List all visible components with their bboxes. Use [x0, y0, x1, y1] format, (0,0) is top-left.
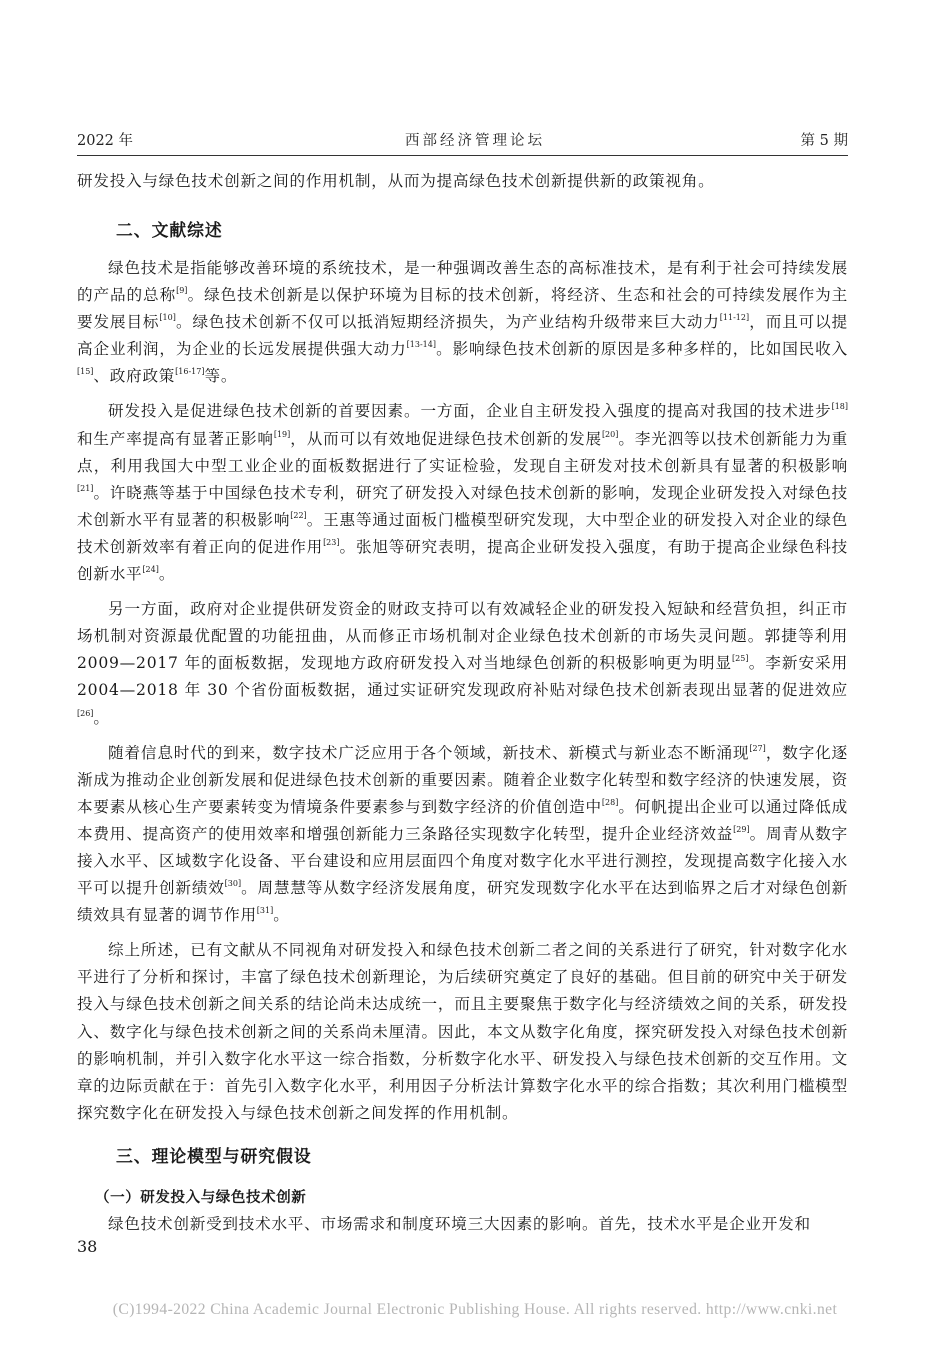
- citation: [10]: [159, 313, 176, 323]
- citation: [31]: [256, 906, 274, 916]
- citation: [24]: [142, 565, 159, 575]
- citation: [21]: [77, 483, 94, 493]
- paragraph-green-tech: 绿色技术是指能够改善环境的系统技术，是一种强调改善生态的高标准技术，是有利于社会可持续发展的产品的总称[9]。绿色技术创新是以保护环境为目标的技术创新，将经济、生态和社会的可持续发展作为主要发展目标[10]。绿色技术创新不仅可以抵消短期经济损失，为产业结构升级带来巨大动力[11-12]，而且可以提高企业利润，为企业的长远发展提供强大动力[13-14]。影响绿色技术创新的原因是多种多样的，比如国民收入[15]、政府政策[16-17]等。: [77, 259, 848, 386]
- citation: [16-17]: [175, 367, 205, 377]
- citation: [20]: [601, 429, 619, 439]
- page-number: 38: [77, 1237, 98, 1256]
- intro-continuation: 研发投入与绿色技术创新之间的作用机制，从而为提高绿色技术创新提供新的政策视角。: [77, 172, 715, 190]
- citation: [26]: [77, 708, 94, 718]
- citation: [22]: [290, 510, 307, 520]
- section-3-body: [77, 1211, 848, 1238]
- citation: [27]: [749, 743, 766, 753]
- paragraph-government-support: 另一方面，政府对企业提供研发资金的财政支持可以有效减轻企业的研发投入短缺和经营负担，纠正市场机制对资源最优配置的功能扭曲，从而修正市场机制对企业绿色技术创新的市场失灵问题。郭捷等利用 2009—2017 年的面板数据，发现地方政府研发投入对当地绿色创新的积极影响更为明显[25]。李新安采用 2004—2018 年 30 个省份面板数据，通过实证研究发现政府补贴对绿色技术创新表现出显著的促进效应[26]。: [77, 600, 848, 727]
- citation: [11-12]: [719, 313, 750, 323]
- paragraph-section-3-start: 绿色技术创新受到技术水平、市场需求和制度环境三大因素的影响。首先，技术水平是企业开发和: [108, 1215, 811, 1233]
- section-3-heading: 三、理论模型与研究假设: [116, 1146, 312, 1166]
- header-rule: [77, 155, 848, 156]
- citation: [23]: [323, 537, 340, 547]
- paragraph-digitalization: 随着信息时代的到来，数字技术广泛应用于各个领域，新技术、新模式与新业态不断涌现[27]，数字化逐渐成为推动企业创新发展和促进绿色技术创新的重要因素。随着企业数字化转型和数字经济的快速发展，资本要素从核心生产要素转变为情境条件要素参与到数字经济的价值创造中[28]。何帆提出企业可以通过降低成本费用、提高资产的使用效率和增强创新能力三条路径实现数字化转型，提升企业经济效益[29]。周青从数字接入水平、区域数字化设备、平台建设和应用层面四个角度对数字化水平进行测控，发现提高数字化接入水平可以提升创新绩效[30]。周慧慧等从数字经济发展角度，研究发现数字化水平在达到临界之后才对绿色创新绩效具有显著的调节作用[31]。: [77, 743, 848, 925]
- citation: [30]: [224, 879, 242, 889]
- citation: [18]: [831, 402, 848, 412]
- header-journal-title: 西部经济管理论坛: [405, 133, 545, 149]
- citation: [15]: [77, 367, 94, 377]
- citation: [25]: [732, 654, 749, 664]
- citation: [13-14]: [406, 340, 436, 350]
- citation: [9]: [176, 286, 188, 296]
- header-issue: 第 5 期: [800, 133, 848, 149]
- intro-continuation-block: [77, 168, 848, 195]
- paragraph-rd-investment: 研发投入是促进绿色技术创新的首要因素。一方面，企业自主研发投入强度的提高对我国的技术进步[18]和生产率提高有显著正影响[19]，从而可以有效地促进绿色技术创新的发展[20]。李光泗等以技术创新能力为重点，利用我国大中型工业企业的面板数据进行了实证检验，发现自主研发对技术创新具有显著的积极影响[21]。许晓燕等基于中国绿色技术专利，研究了研发投入对绿色技术创新的影响，发现企业研发投入对绿色技术创新水平有显著的积极影响[22]。王惠等通过面板门槛模型研究发现，大中型企业的研发投入对企业的绿色技术创新效率有着正向的促进作用[23]。张旭等研究表明，提高企业研发投入强度，有助于提高企业绿色科技创新水平[24]。: [77, 402, 848, 584]
- citation: [28]: [601, 797, 619, 807]
- copyright-footer: (C)1994-2022 China Academic Journal Electronic Publishing House. All rights reserved. http://www.cnki.net: [112, 1301, 838, 1318]
- paragraph-summary: 综上所述，已有文献从不同视角对研发投入和绿色技术创新二者之间的关系进行了研究，针对数字化水平进行了分析和探讨，丰富了绿色技术创新理论，为后续研究奠定了良好的基础。但目前的研究中关于研发投入与绿色技术创新之间关系的结论尚未达成统一，而且主要聚焦于数字化与经济绩效之间的关系，研发投入、数字化与绿色技术创新之间的关系尚未厘清。因此，本文从数字化角度，探究研发投入对绿色技术创新的影响机制，并引入数字化水平这一综合指数，分析数字化水平、研发投入与绿色技术创新的交互作用。文章的边际贡献在于：首先引入数字化水平，利用因子分析法计算数字化水平的综合指数；其次利用门槛模型探究数字化在研发投入与绿色技术创新之间发挥的作用机制。: [77, 941, 848, 1122]
- citation: [19]: [273, 429, 291, 439]
- section-2-body: [77, 255, 848, 1127]
- section-2-heading: 二、文献综述: [116, 220, 223, 240]
- subsection-3-1-heading: （一）研发投入与绿色技术创新: [95, 1190, 307, 1206]
- citation: [29]: [733, 824, 750, 834]
- header-year: 2022 年: [77, 133, 134, 149]
